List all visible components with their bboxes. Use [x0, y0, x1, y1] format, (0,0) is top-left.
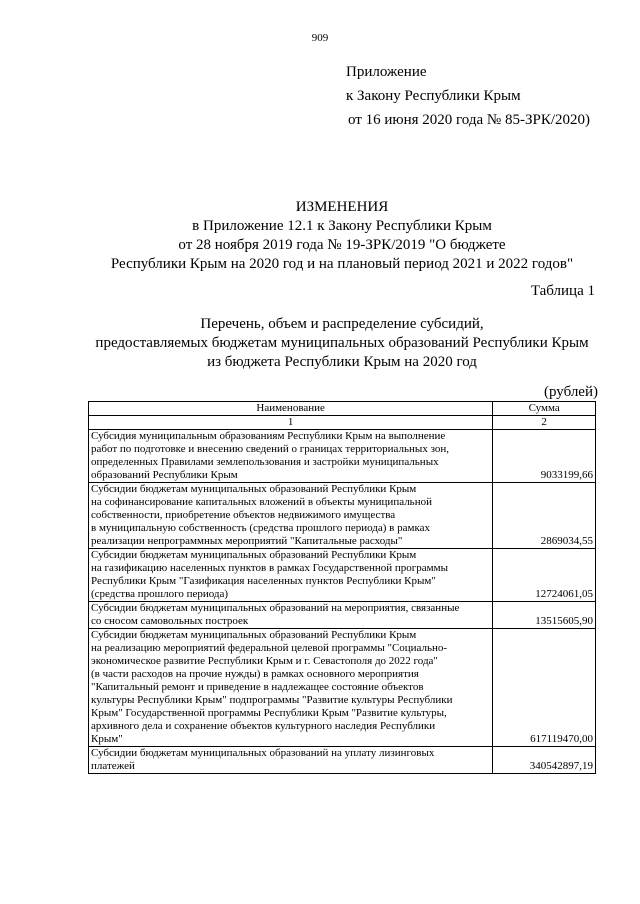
subsidy-name-line: на софинансирование капитальных вложений в объекты муниципальной	[91, 496, 432, 508]
subsidy-name	[89, 549, 493, 602]
subsidy-name-line: образований Республики Крым	[91, 469, 238, 481]
list-title-line-3: из бюджета Республики Крым на 2020 год	[207, 354, 477, 370]
subsidy-name-line: работ по подготовке и внесению сведений о границах территориальных зон,	[91, 443, 449, 455]
table-row	[89, 747, 596, 774]
subsidy-amount: 9033199,66	[493, 430, 596, 483]
list-title	[0, 315, 640, 372]
header-sum: Сумма	[493, 402, 596, 416]
table-body	[89, 430, 596, 774]
subsidy-amount: 340542897,19	[493, 747, 596, 774]
subsidy-name-line: на реализацию мероприятий федеральной целевой программы "Социально-	[91, 642, 448, 654]
subsidy-name-line: Субсидии бюджетам муниципальных образований на уплату лизинговых	[91, 747, 435, 759]
subsidy-name	[89, 430, 493, 483]
column-number-2: 2	[493, 416, 596, 430]
subsidy-name-line: реализации непрограммных мероприятий "Капитальные расходы"	[91, 535, 403, 547]
table-row	[89, 430, 596, 483]
subsidy-name	[89, 629, 493, 747]
subsidy-name-line: платежей	[91, 760, 135, 772]
subsidy-amount: 12724061,05	[493, 549, 596, 602]
subsidy-name-line: "Капитальный ремонт и приведение в надлежащее состояние объектов	[91, 681, 424, 693]
subsidy-name	[89, 747, 493, 774]
subsidy-name-line: культуры Республики Крым" подпрограммы "Развитие культуры Республики	[91, 694, 453, 706]
subsidy-name-line: Крым" Государственной программы Республики Крым "Развитие культуры,	[91, 707, 447, 719]
column-number-1: 1	[89, 416, 493, 430]
subsidy-name-line: Субсидии бюджетам муниципальных образований на мероприятия, связанные	[91, 602, 460, 614]
subsidy-name-line: Крым"	[91, 733, 123, 745]
subsidy-name-line: архивного дела и сохранение объектов культурного наследия Республики	[91, 720, 436, 732]
units-label: (рублей)	[543, 384, 598, 400]
table-row	[89, 602, 596, 629]
list-title-line-2: предоставляемых бюджетам муниципальных образований Республики Крым	[95, 335, 589, 351]
subsidy-amount: 13515605,90	[493, 602, 596, 629]
appendix-line-1: Приложение	[346, 64, 427, 80]
list-title-line-1: Перечень, объем и распределение субсидий,	[200, 316, 484, 332]
subsidy-name-line: в муниципальную собственность (средства прошлого периода) в рамках	[91, 522, 431, 534]
subsidy-name-line: Субсидии бюджетам муниципальных образований Республики Крым	[91, 629, 417, 641]
subsidy-name-line: Субсидия муниципальным образованиям Республики Крым на выполнение	[91, 430, 446, 442]
title-line-1: ИЗМЕНЕНИЯ	[295, 199, 389, 215]
subsidy-name-line: со сносом самовольных построек	[91, 615, 249, 627]
page-number: 909	[311, 32, 329, 44]
title-line-4: Республики Крым на 2020 год и на плановый период 2021 и 2022 годов"	[110, 256, 574, 272]
appendix-line-3: от 16 июня 2020 года № 85-ЗРК/2020)	[348, 112, 590, 128]
subsidy-name-line: собственности, приобретение объектов недвижимого имущества	[91, 509, 396, 521]
table-label: Таблица 1	[530, 283, 595, 299]
table-row	[89, 549, 596, 602]
title-line-3: от 28 ноября 2019 года № 19-ЗРК/2019 "О бюджете	[178, 237, 506, 253]
subsidy-name-line: экономическое развитие Республики Крым и г. Севастополя до 2022 года"	[91, 655, 438, 667]
subsidy-name-line: Субсидии бюджетам муниципальных образований Республики Крым	[91, 483, 417, 495]
subsidy-name-line: Республики Крым "Газификация населенных пунктов Республики Крым"	[91, 575, 436, 587]
document-title	[0, 198, 640, 274]
subsidy-name-line: (в части расходов на прочие нужды) в рамках основного мероприятия	[91, 668, 419, 680]
subsidy-amount: 2869034,55	[493, 483, 596, 549]
subsidy-name-line: на газификацию населенных пунктов в рамках Государственной программы	[91, 562, 448, 574]
title-line-2: в Приложение 12.1 к Закону Республики Крым	[192, 218, 492, 234]
subsidy-amount: 617119470,00	[493, 629, 596, 747]
subsidy-name-line: определенных Правилами землепользования и застройки муниципальных	[91, 456, 439, 468]
table-row	[89, 629, 596, 747]
table-row	[89, 483, 596, 549]
appendix-line-2: к Закону Республики Крым	[346, 88, 521, 104]
table-header-row	[89, 402, 596, 416]
subsidy-name	[89, 483, 493, 549]
subsidies-table	[88, 401, 596, 774]
column-number-row	[89, 416, 596, 430]
subsidy-name-line: Субсидии бюджетам муниципальных образований Республики Крым	[91, 549, 417, 561]
appendix-reference	[346, 60, 590, 132]
subsidy-name-line: (средства прошлого периода)	[91, 588, 229, 600]
subsidy-name	[89, 602, 493, 629]
header-name: Наименование	[89, 402, 493, 416]
